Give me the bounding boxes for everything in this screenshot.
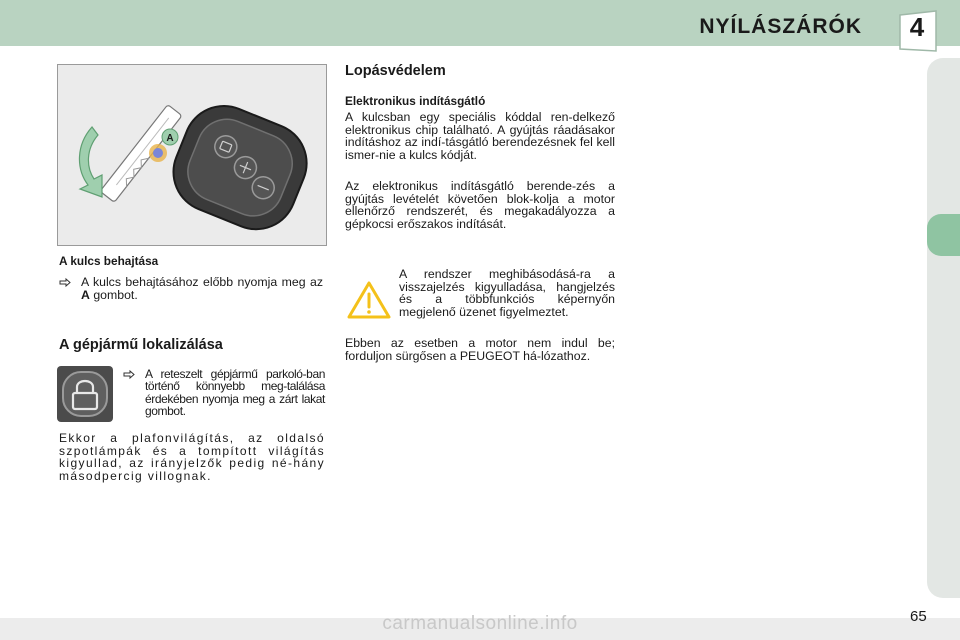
- immobiliser-warning: A rendszer meghibásodásá-ra a visszajelzés kigyulladása, hangjelzés és a többfunkciós képernyőn megjelenő üzenet figyelmeztet.: [399, 267, 615, 319]
- key-callout-letter: A: [166, 133, 174, 144]
- pointing-hand-icon: [59, 277, 71, 288]
- immobiliser-paragraph-3: Ebben az esetben a motor nem indul be; forduljon sürgősen a PEUGEOT há-lózathoz.: [345, 336, 615, 363]
- pointing-hand-icon: [123, 369, 135, 380]
- chapter-title: NYÍLÁSZÁRÓK: [699, 15, 862, 38]
- locate-vehicle-instruction: A reteszelt gépjármű parkoló-ban történő könnyebb meg-találása érdekében nyomja meg a zárt lakat gombot.: [145, 367, 325, 418]
- locate-vehicle-result: Ekkor a plafonvilágítás, az oldalsó szpotlámpák és a tompított világítás kigyullad, az irányjelzők pedig né-hány másodpercig villognak.: [59, 431, 325, 483]
- key-instruction-text-end: gombot.: [93, 287, 138, 302]
- immobiliser-subheading: Elektronikus indításgátló: [345, 94, 486, 108]
- immobiliser-paragraph-1: A kulcsban egy speciális kóddal ren-delkező elektronikus chip található. A gyújtás ráadásakor indításhoz az indí-tásgátló berendezésnek fel kell ismer-nie a kulcs kódját.: [345, 110, 615, 162]
- chapter-number: 4: [909, 12, 925, 42]
- side-chapter-tab-active[interactable]: [927, 214, 960, 256]
- key-instruction-text: A kulcs behajtásához előbb nyomja meg az: [81, 275, 323, 289]
- folding-key-drawing: [58, 65, 326, 245]
- key-fold-instruction: [81, 276, 323, 301]
- source-watermark: carmanualsonline.info: [382, 613, 578, 634]
- padlock-icon: [57, 366, 113, 422]
- immobiliser-paragraph-2: Az elektronikus indításgátló berende-zés a gyújtás levételét követően blok-kolja a motor ellenőrző rendszerét, és megakadályozza a gépkocsi erőszakos indítását.: [345, 179, 615, 231]
- page-number: 65: [910, 608, 927, 625]
- key-fold-heading: A kulcs behajtása: [59, 254, 159, 268]
- locate-vehicle-heading: A gépjármű lokalizálása: [59, 337, 223, 353]
- key-illustration: [57, 64, 327, 246]
- anti-theft-heading: Lopásvédelem: [345, 63, 446, 79]
- key-instruction-button-letter: A: [81, 287, 90, 302]
- side-chapter-panel: [927, 58, 960, 598]
- warning-triangle-icon: [347, 280, 391, 320]
